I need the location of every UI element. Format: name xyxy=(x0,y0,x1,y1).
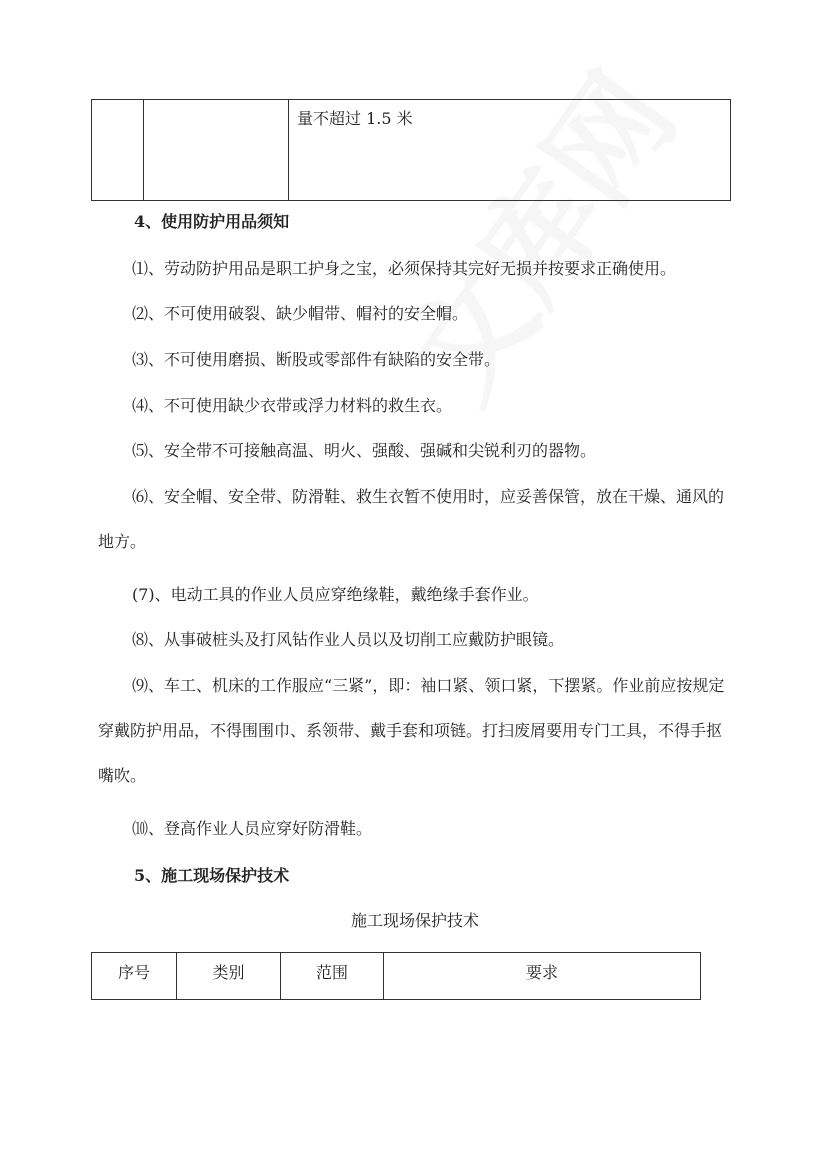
list-item: ⑵、不可使用破裂、缺少帽带、帽衬的安全帽。 xyxy=(132,304,469,323)
continuation-table xyxy=(91,99,731,201)
list-item: ⑸、安全带不可接触高温、明火、强酸、强碱和尖锐利刃的器物。 xyxy=(132,441,597,460)
protection-table xyxy=(91,952,701,1000)
list-item: ⑼、车工、机床的工作服应“三紧”，即：袖口紧、领口紧，下摆紧。作业前应按规定穿戴防护用品，不得围围巾、系领带、戴手套和项链。打扫废屑要用专门工具，不得手抠嘴吹。 xyxy=(98,676,725,785)
list-item: ⑴、劳动防护用品是职工护身之宝，必须保持其完好无损并按要求正确使用。 xyxy=(132,259,677,278)
column-header: 序号 xyxy=(92,953,177,1000)
table-cell xyxy=(92,100,144,201)
column-header: 要求 xyxy=(384,953,701,1000)
section-heading-4: 4、使用防护用品须知 xyxy=(134,212,290,231)
column-header: 范围 xyxy=(281,953,384,1000)
list-item: (7)、电动工具的作业人员应穿绝缘鞋，戴绝缘手套作业。 xyxy=(132,585,539,604)
table-cell xyxy=(144,100,289,201)
section-heading-5: 5、施工现场保护技术 xyxy=(134,866,290,885)
list-item: ⑹、安全帽、安全带、防滑鞋、救生衣暂不使用时，应妥善保管，放在干燥、通风的地方。 xyxy=(98,487,725,551)
list-item: ⑷、不可使用缺少衣带或浮力材料的救生衣。 xyxy=(132,396,453,415)
table-header-row xyxy=(92,953,701,1000)
list-item: ⑽、登高作业人员应穿好防滑鞋。 xyxy=(132,819,373,838)
table-row xyxy=(92,100,731,201)
table-cell: 量不超过 1.5 米 xyxy=(289,100,731,201)
list-item: ⑻、从事破桩头及打风钻作业人员以及切削工应戴防护眼镜。 xyxy=(132,630,565,649)
list-item: ⑶、不可使用磨损、断股或零部件有缺陷的安全带。 xyxy=(132,350,501,369)
table-caption: 施工现场保护技术 xyxy=(350,911,479,930)
column-header: 类别 xyxy=(177,953,281,1000)
